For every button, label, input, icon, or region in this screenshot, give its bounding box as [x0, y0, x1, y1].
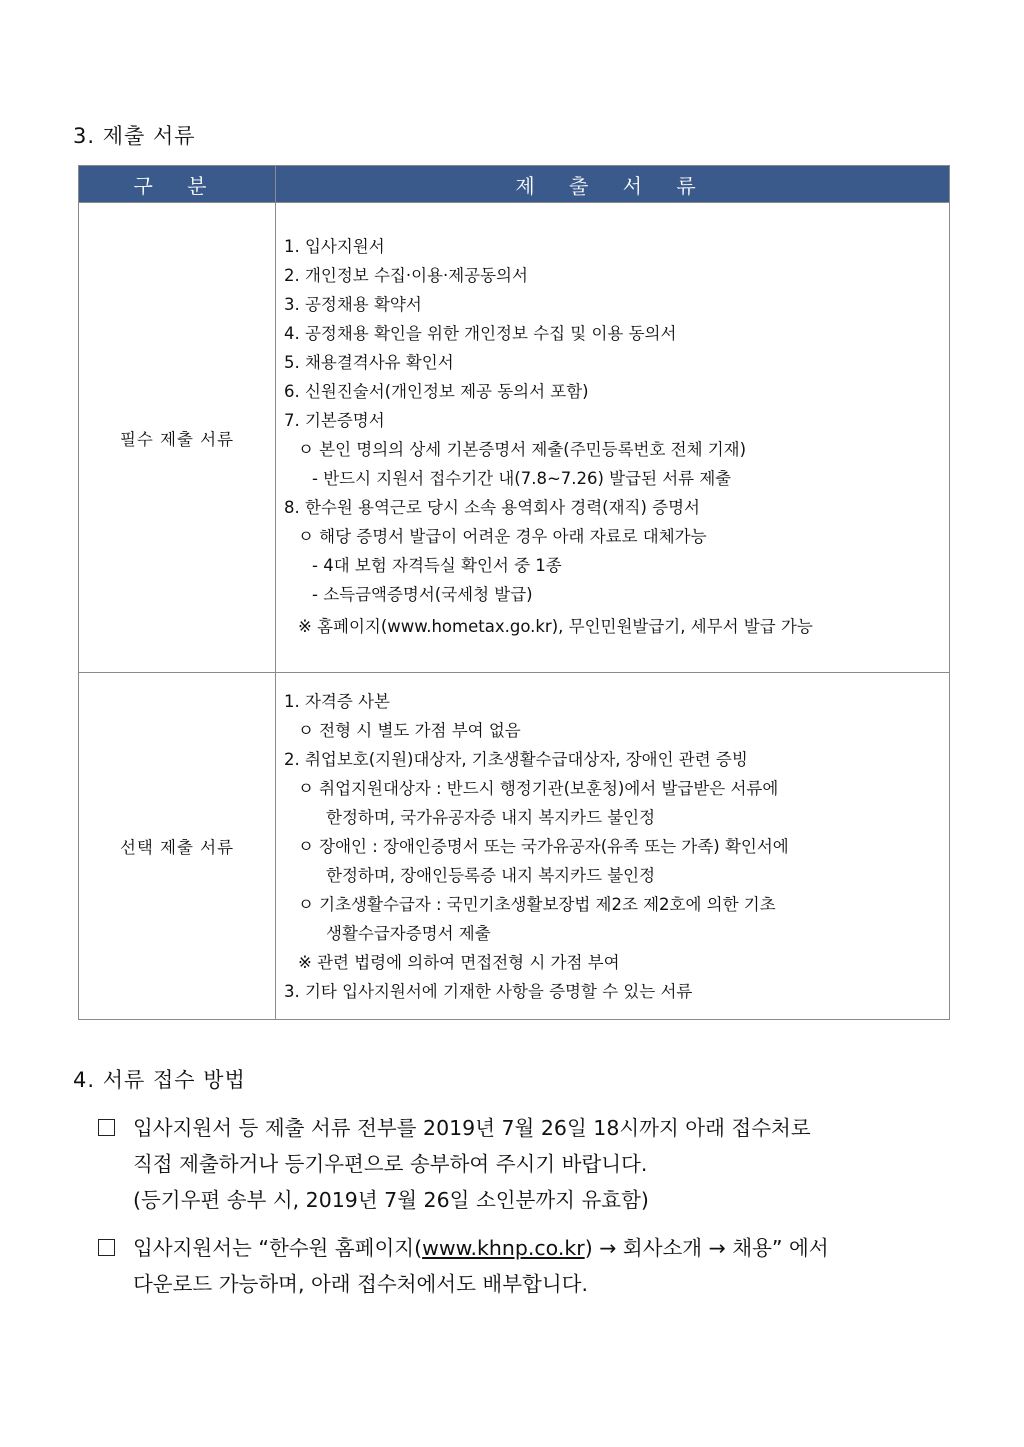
- list-item: - 반드시 지원서 접수기간 내(7.8~7.26) 발급된 서류 제출: [312, 468, 732, 488]
- list-item: [98, 1230, 958, 1302]
- checkbox-square-icon: [98, 1119, 115, 1136]
- list-item: 3. 공정채용 확약서: [284, 294, 422, 314]
- header-category: 구 분: [79, 166, 276, 203]
- list-item: 3. 기타 입사지원서에 기재한 사항을 증명할 수 있는 서류: [284, 981, 693, 1001]
- bullet-line: 직접 제출하거나 등기우편으로 송부하여 주시기 바랍니다.: [133, 1152, 648, 1176]
- row-content: [276, 673, 950, 1020]
- list-item: 8. 한수원 용역근로 당시 소속 용역회사 경력(재직) 증명서: [284, 497, 700, 517]
- header-documents: 제 출 서 류: [276, 166, 950, 203]
- list-item: 2. 취업보호(지원)대상자, 기초생활수급대상자, 장애인 관련 증빙: [284, 749, 748, 769]
- submission-method-list: [98, 1110, 958, 1314]
- note-item: ※ 관련 법령에 의하여 면접전형 시 가점 부여: [298, 952, 620, 972]
- list-item: 7. 기본증명서: [284, 410, 385, 430]
- list-item: 5. 채용결격사유 확인서: [284, 352, 454, 372]
- list-item: - 4대 보험 자격득실 확인서 중 1종: [312, 555, 562, 575]
- row-category: 필수 제출 서류: [79, 203, 276, 673]
- list-item: ㅇ 전형 시 별도 가점 부여 없음: [298, 720, 521, 740]
- list-item: [98, 1110, 958, 1218]
- table-header-row: [79, 166, 950, 203]
- bullet-text-suffix: ) → 회사소개 → 채용” 에서: [584, 1236, 829, 1260]
- bullet-text-prefix: 입사지원서는 “한수원 홈페이지(: [133, 1236, 423, 1260]
- list-item: 4. 공정채용 확인을 위한 개인정보 수집 및 이용 동의서: [284, 323, 677, 343]
- table-row: [79, 203, 950, 673]
- list-item: ㅇ 해당 증명서 발급이 어려운 경우 아래 자료로 대체가능: [298, 526, 707, 546]
- list-item: 1. 입사지원서: [284, 236, 385, 256]
- bullet-line: 입사지원서 등 제출 서류 전부를 2019년 7월 26일 18시까지 아래 접수처로: [133, 1116, 811, 1140]
- row-content: [276, 203, 950, 673]
- bullet-line: 다운로드 가능하며, 아래 접수처에서도 배부합니다.: [133, 1272, 588, 1296]
- list-item: 생활수급자증명서 제출: [326, 923, 491, 943]
- list-item: 한정하며, 장애인등록증 내지 복지카드 불인정: [326, 865, 656, 885]
- list-item: 2. 개인정보 수집·이용·제공동의서: [284, 265, 528, 285]
- list-item: 6. 신원진술서(개인정보 제공 동의서 포함): [284, 381, 589, 401]
- documents-table: [78, 165, 950, 1020]
- checkbox-square-icon: [98, 1239, 115, 1256]
- list-item: ㅇ 기초생활수급자 : 국민기초생활보장법 제2조 제2호에 의한 기초: [298, 894, 776, 914]
- list-item: - 소득금액증명서(국세청 발급): [312, 584, 533, 604]
- section-3-title: 3. 제출 서류: [73, 124, 196, 148]
- list-item: ㅇ 취업지원대상자 : 반드시 행정기관(보훈청)에서 발급받은 서류에: [298, 778, 779, 798]
- section-4-title: 4. 서류 접수 방법: [73, 1068, 246, 1092]
- list-item: ㅇ 장애인 : 장애인증명서 또는 국가유공자(유족 또는 가족) 확인서에: [298, 836, 789, 856]
- list-item: 1. 자격증 사본: [284, 691, 390, 711]
- note-item: ※ 홈페이지(www.hometax.go.kr), 무인민원발급기, 세무서 발급 가능: [298, 616, 813, 636]
- homepage-link[interactable]: www.khnp.co.kr: [422, 1236, 585, 1260]
- table-row: [79, 673, 950, 1020]
- list-item: ㅇ 본인 명의의 상세 기본증명서 제출(주민등록번호 전체 기재): [298, 439, 747, 459]
- row-category: 선택 제출 서류: [79, 673, 276, 1020]
- bullet-line: [133, 1230, 829, 1266]
- list-item: 한정하며, 국가유공자증 내지 복지카드 불인정: [326, 807, 656, 827]
- bullet-line: (등기우편 송부 시, 2019년 7월 26일 소인분까지 유효함): [133, 1188, 649, 1212]
